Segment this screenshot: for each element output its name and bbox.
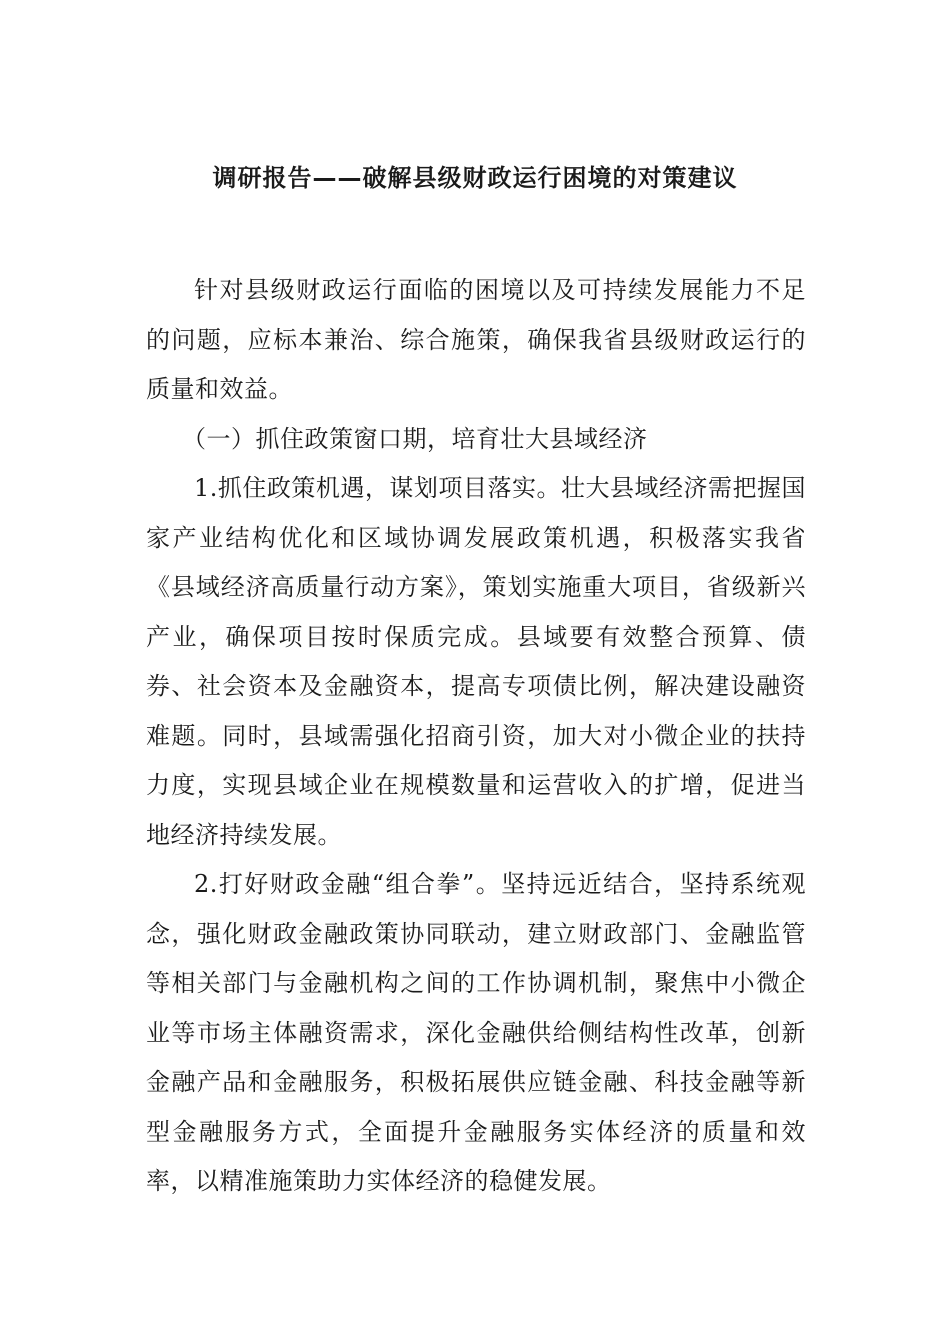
document-body bbox=[146, 266, 806, 1207]
paragraph-2: 2.打好财政金融“组合拳”。坚持远近结合，坚持系统观念，强化财政金融政策协同联动，建立财政部门、金融监管等相关部门与金融机构之间的工作协调机制，聚焦中小微企业等市场主体融资需求，深化金融供给侧结构性改革，创新金融产品和金融服务，积极拓展供应链金融、科技金融等新型金融服务方式，全面提升金融服务实体经济的质量和效率，以精准施策助力实体经济的稳健发展。 bbox=[146, 870, 806, 1195]
paragraph-1: 1.抓住政策机遇，谋划项目落实。壮大县域经济需把握国家产业结构优化和区域协调发展政策机遇，积极落实我省《县域经济高质量行动方案》，策划实施重大项目，省级新兴产业，确保项目按时保质完成。县域要有效整合预算、债券、社会资本及金融资本，提高专项债比例，解决建设融资难题。同时，县域需强化招商引资，加大对小微企业的扶持力度，实现县域企业在规模数量和运营收入的扩增，促进当地经济持续发展。 bbox=[146, 474, 806, 849]
section-heading: （一）抓住政策窗口期，培育壮大县域经济 bbox=[182, 424, 648, 453]
document-title: 调研报告——破解县级财政运行困境的对策建议 bbox=[212, 164, 738, 192]
intro-paragraph: 针对县级财政运行面临的困境以及可持续发展能力不足的问题，应标本兼治、综合施策，确保我省县级财政运行的质量和效益。 bbox=[146, 276, 806, 403]
